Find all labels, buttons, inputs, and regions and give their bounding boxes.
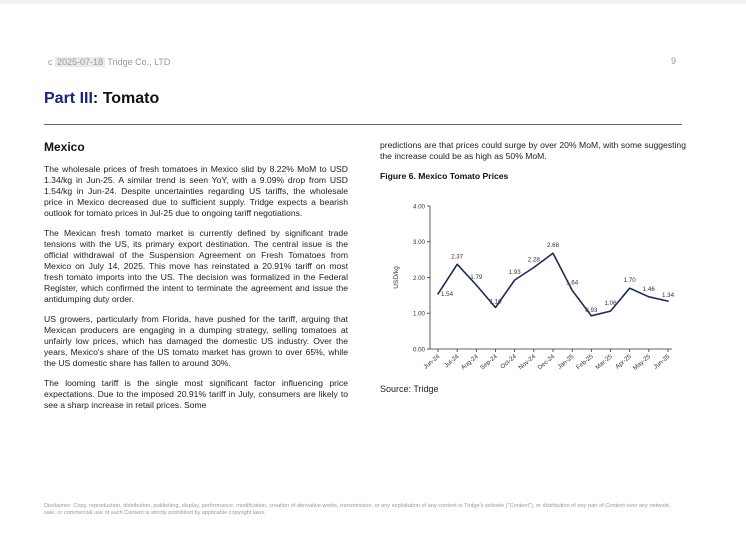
data-label: 1.79	[470, 274, 483, 282]
title-divider	[44, 124, 682, 125]
series-line	[438, 253, 668, 316]
part-label: Part III	[44, 90, 93, 107]
right-column	[380, 140, 686, 162]
header-prefix: c	[48, 57, 53, 67]
x-tick-label: Apr-25	[614, 353, 633, 371]
price-line-chart	[384, 195, 684, 380]
document-header	[48, 57, 170, 67]
left-column	[44, 140, 348, 420]
data-label: 1.06	[604, 300, 617, 308]
paragraph-1: The wholesale prices of fresh tomatoes in Mexico slid by 8.22% MoM to USD 1.34/kg in Jun-25. A similar trend is seen YoY, with a 9.09% drop from USD 1.54/kg in Jun-24. Despite uncertainties regarding US tariffs, the wholesale price in Mexico decreased due to sufficient supply. Tridge expects a bearish outlook for tomato prices in Jul-25 due to ongoing tariff negotiations.	[44, 164, 348, 218]
data-label: 1.16	[489, 298, 502, 306]
x-tick-label: Jan-25	[556, 353, 576, 371]
figure-source: Source: Tridge	[380, 384, 439, 394]
paragraph-4: The looming tariff is the single most significant factor influencing price expectations. Due to the imposed 20.91% tariff in July, consumers are likely to see a sharp increase in retail prices. Some	[44, 378, 348, 410]
x-tick-label: Dec-24	[536, 353, 557, 372]
x-tick-label: Jun-25	[652, 353, 672, 371]
y-axis-label: USD/kg	[393, 266, 400, 289]
y-tick-label: 2.00	[412, 274, 425, 282]
data-label: 1.54	[441, 290, 454, 298]
x-tick-label: Nov-24	[517, 353, 538, 372]
part-topic: Tomato	[102, 90, 160, 107]
data-label: 0.93	[585, 306, 598, 314]
part-separator: :	[92, 90, 103, 107]
x-tick-label: Sep-24	[479, 353, 499, 372]
data-label: 2.37	[451, 253, 464, 261]
header-company: Tridge Co., LTD	[107, 57, 171, 67]
data-label: 2.68	[546, 242, 560, 250]
top-edge-bar	[0, 0, 746, 4]
y-tick-label: 4.00	[412, 203, 425, 211]
x-tick-label: Feb-25	[575, 353, 595, 372]
x-tick-label: Jul-24	[443, 353, 461, 370]
figure-title: Figure 6. Mexico Tomato Prices	[380, 171, 509, 181]
paragraph-2: The Mexican fresh tomato market is currently defined by significant trade tensions with the US, its primary export destination. The central issue is the official withdrawal of the Suspension Agreement on Fresh Tomatoes from Mexico on July 14, 2025. This move has reinstated a 20.91% tariff on most fresh tomato imports into the US. The decision was formalized in the Federal Register, which confirmed the intent to terminate the agreement and issue the antidumping duty order.	[44, 228, 348, 304]
x-tick-label: Mar-25	[594, 353, 614, 372]
y-tick-label: 1.00	[412, 310, 425, 318]
disclaimer: Disclaimer: Copy, reproduction, distribution, publishing, display, performance, modification, creation of derivative works, transmission, or any exploitation of any content in Tridge's website ("Content"), or distribution of any part of Content over any network, sale, or commercial use of such Content is strictly prohibited by applicable copyright laws.	[44, 503, 671, 516]
x-tick-label: May-25	[631, 353, 653, 372]
data-label: 1.46	[642, 285, 655, 293]
x-tick-label: Aug-24	[459, 353, 480, 372]
data-label: 1.64	[566, 279, 579, 287]
paragraph-continuation: predictions are that prices could surge by over 20% MoM, with some suggesting the increase could be as high as 50% MoM.	[380, 140, 686, 161]
x-tick-label: Oct-24	[499, 353, 518, 371]
data-label: 1.93	[508, 269, 521, 277]
data-label: 1.34	[661, 292, 675, 300]
data-label: 2.28	[527, 256, 540, 264]
paragraph-3: US growers, particularly from Florida, have pushed for the tariff, arguing that Mexican producers are engaging in a dumping strategy, selling tomatoes at unfairly low prices, which has damaged the domestic US industry. Over the years, Mexico's share of the US tomato market has grown to over 65%, while the US domestic share has fallen to around 30%.	[44, 314, 348, 368]
y-tick-label: 0.00	[412, 346, 425, 354]
data-label: 1.70	[623, 277, 636, 285]
header-date: 2025-07-18	[57, 57, 104, 67]
page-number: 9	[671, 56, 677, 66]
x-tick-label: Jun-24	[422, 353, 442, 371]
section-title: Mexico	[44, 140, 85, 154]
y-tick-label: 3.00	[412, 239, 425, 247]
page-title	[44, 90, 159, 108]
